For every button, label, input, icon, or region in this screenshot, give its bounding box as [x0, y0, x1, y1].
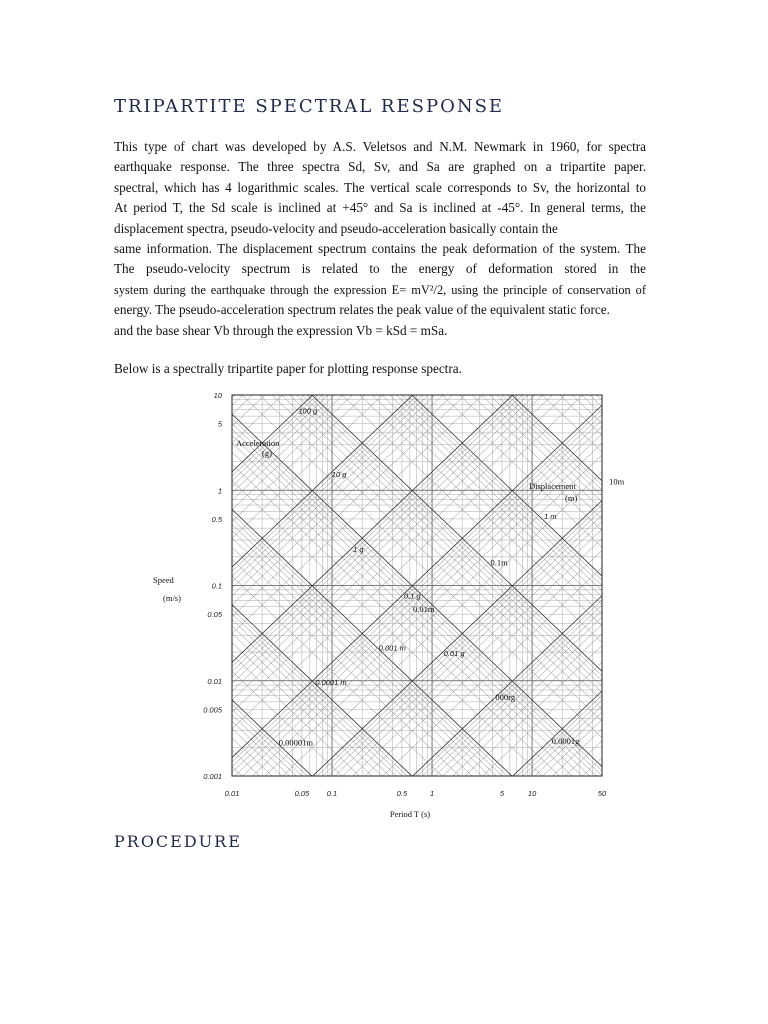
displacement-gridline	[140, 385, 630, 825]
displacement-gridline	[140, 385, 630, 825]
displacement-gridline	[140, 385, 630, 703]
tripartite-chart	[140, 385, 630, 825]
displacement-gridline	[140, 385, 630, 825]
displacement-gridline	[140, 385, 630, 825]
displacement-gridline	[140, 385, 630, 825]
displacement-gridline	[140, 605, 630, 825]
y-tick-label: 0.05	[207, 610, 222, 620]
displacement-gridline	[140, 385, 630, 825]
acceleration-gridline	[140, 634, 630, 825]
intro-paragraph	[114, 137, 646, 341]
displacement-gridline	[140, 385, 630, 605]
displacement-gridline	[140, 385, 630, 524]
displacement-gridline	[140, 385, 630, 386]
x-tick-label: 0.5	[396, 789, 408, 798]
acceleration-gridline	[140, 385, 630, 510]
x-tick-label: 0.05	[294, 789, 310, 798]
displacement-gridline	[140, 626, 630, 825]
displacement-gridline	[140, 385, 630, 715]
displacement-axis-title: Displacement	[529, 481, 576, 491]
displacement-label: 0.001 m	[378, 643, 406, 653]
acceleration-gridline	[140, 385, 630, 825]
displacement-label: 10m	[609, 476, 625, 487]
acceleration-gridline	[140, 385, 630, 825]
acceleration-gridline	[140, 385, 630, 522]
y-tick-label: 0.01	[207, 676, 222, 686]
acceleration-gridline	[140, 414, 630, 825]
paragraph-line: The pseudo-velocity spectrum is related to the energy of deformation stored in the	[114, 261, 646, 277]
acceleration-gridline	[140, 567, 630, 825]
acceleration-gridline	[140, 385, 630, 567]
displacement-gridline	[140, 414, 630, 825]
acceleration-gridline	[140, 385, 630, 825]
acceleration-gridline	[140, 385, 630, 715]
tripartite-chart-svg	[140, 385, 630, 825]
acceleration-gridline	[140, 385, 630, 825]
displacement-label: 1 m	[544, 512, 557, 522]
paragraph-line: displacement spectra, pseudo-velocity and pseudo-acceleration basically contain the	[114, 220, 558, 236]
acceleration-label: 0.0001g	[551, 735, 580, 746]
acceleration-gridline	[140, 385, 630, 634]
acceleration-gridline	[140, 385, 630, 703]
chart-grid	[140, 385, 630, 825]
paragraph-line: At period T, the Sd scale is inclined at +45° and Sa is inclined at -45°. In general terms, the	[114, 200, 646, 216]
displacement-gridline	[140, 385, 630, 825]
acceleration-label: 100 g	[298, 406, 318, 416]
x-tick-label: 1	[429, 789, 435, 798]
acceleration-gridline	[140, 605, 630, 825]
paragraph-line: system during the earthquake through the expression E= mV²/2, using the principle of conservation of	[114, 282, 646, 297]
displacement-gridline	[140, 385, 630, 709]
acceleration-gridline	[140, 385, 630, 825]
x-tick-label: 5	[499, 789, 505, 798]
paragraph-line: earthquake response. The three spectra Sd, Sv, and Sa are graphed on a tripartite paper.	[114, 159, 646, 175]
acceleration-gridline	[140, 385, 630, 825]
y-tick-label: 0.005	[203, 705, 222, 715]
displacement-gridline	[140, 385, 630, 825]
displacement-gridline	[140, 385, 630, 825]
y-tick-label: 0.001	[203, 772, 222, 781]
y-tick-label: 0.5	[211, 514, 222, 524]
displacement-label: 0.0001 m	[315, 678, 347, 688]
displacement-gridline	[140, 633, 630, 825]
acceleration-gridline	[140, 385, 630, 386]
acceleration-gridline	[140, 385, 630, 496]
displacement-gridline	[140, 385, 630, 750]
x-tick-label: 10	[527, 789, 537, 798]
y-tick-label: 5	[217, 419, 222, 429]
acceleration-label: 10 g	[331, 469, 347, 479]
y-axis-title: Speed	[153, 575, 174, 585]
paragraph-line: same information. The displacement spectrum contains the peak deformation of the system. The	[114, 240, 646, 256]
acceleration-gridline	[140, 385, 630, 825]
acceleration-axis-title: Acceleration	[236, 438, 280, 448]
acceleration-gridline	[140, 700, 630, 825]
page-title: TRIPARTITE SPECTRAL RESPONSE	[114, 96, 505, 117]
acceleration-label: 1 g	[353, 544, 364, 554]
paragraph-line: and the base shear Vb through the expression Vb = kSd = mSa.	[114, 322, 448, 338]
acceleration-axis-units: (g)	[262, 448, 272, 458]
displacement-gridline	[140, 385, 630, 825]
paragraph-line: This type of chart was developed by A.S. Veletsos and N.M. Newmark in 1960, for spectra	[114, 139, 646, 154]
acceleration-label: 000rg	[495, 692, 516, 703]
acceleration-gridline	[140, 758, 630, 825]
acceleration-gridline	[140, 385, 630, 824]
y-tick-label: 1	[217, 486, 222, 496]
x-tick-label: 50	[597, 789, 607, 798]
paragraph-line: energy. The pseudo-acceleration spectrum relates the peak value of the equivalent static force.	[114, 302, 610, 318]
y-tick-label: 10	[213, 391, 222, 400]
acceleration-gridline	[140, 386, 630, 825]
section-title-procedure: PROCEDURE	[114, 832, 242, 851]
displacement-gridline	[140, 385, 630, 609]
displacement-gridline	[140, 386, 630, 825]
displacement-label: 0.00001m	[278, 737, 313, 748]
displacement-gridline	[140, 385, 630, 825]
acceleration-gridline	[140, 385, 630, 825]
acceleration-gridline	[140, 385, 630, 825]
acceleration-gridline	[140, 443, 630, 825]
x-tick-label: 0.1	[326, 789, 338, 798]
acceleration-gridline	[140, 385, 630, 605]
acceleration-gridline	[140, 667, 630, 825]
displacement-gridline	[140, 435, 630, 825]
acceleration-gridline	[140, 385, 630, 825]
x-tick-label: 0.01	[224, 789, 240, 798]
displacement-gridline	[140, 443, 630, 825]
paragraph-line: spectral, which has 4 logarithmic scales. The vertical scale corresponds to Sv, the horizontal to	[114, 179, 646, 195]
acceleration-gridline	[140, 712, 630, 825]
chart-intro-line: Below is a spectrally tripartite paper for plotting response spectra.	[114, 361, 462, 376]
displacement-label: 0.01m	[412, 604, 435, 615]
y-tick-label: 0.1	[211, 581, 222, 591]
acceleration-gridline	[140, 385, 630, 825]
displacement-axis-units: (m)	[565, 493, 578, 503]
acceleration-label: 0.1 g	[403, 591, 421, 601]
acceleration-label: 0.01 g	[443, 649, 465, 659]
displacement-gridline	[140, 609, 630, 825]
displacement-label: 0.1m	[490, 557, 508, 568]
displacement-gridline	[140, 385, 630, 824]
displacement-gridline	[140, 385, 630, 633]
y-axis-units: (m/s)	[163, 593, 181, 603]
acceleration-gridline	[140, 677, 630, 825]
x-axis-title: Period T (s)	[389, 809, 431, 819]
